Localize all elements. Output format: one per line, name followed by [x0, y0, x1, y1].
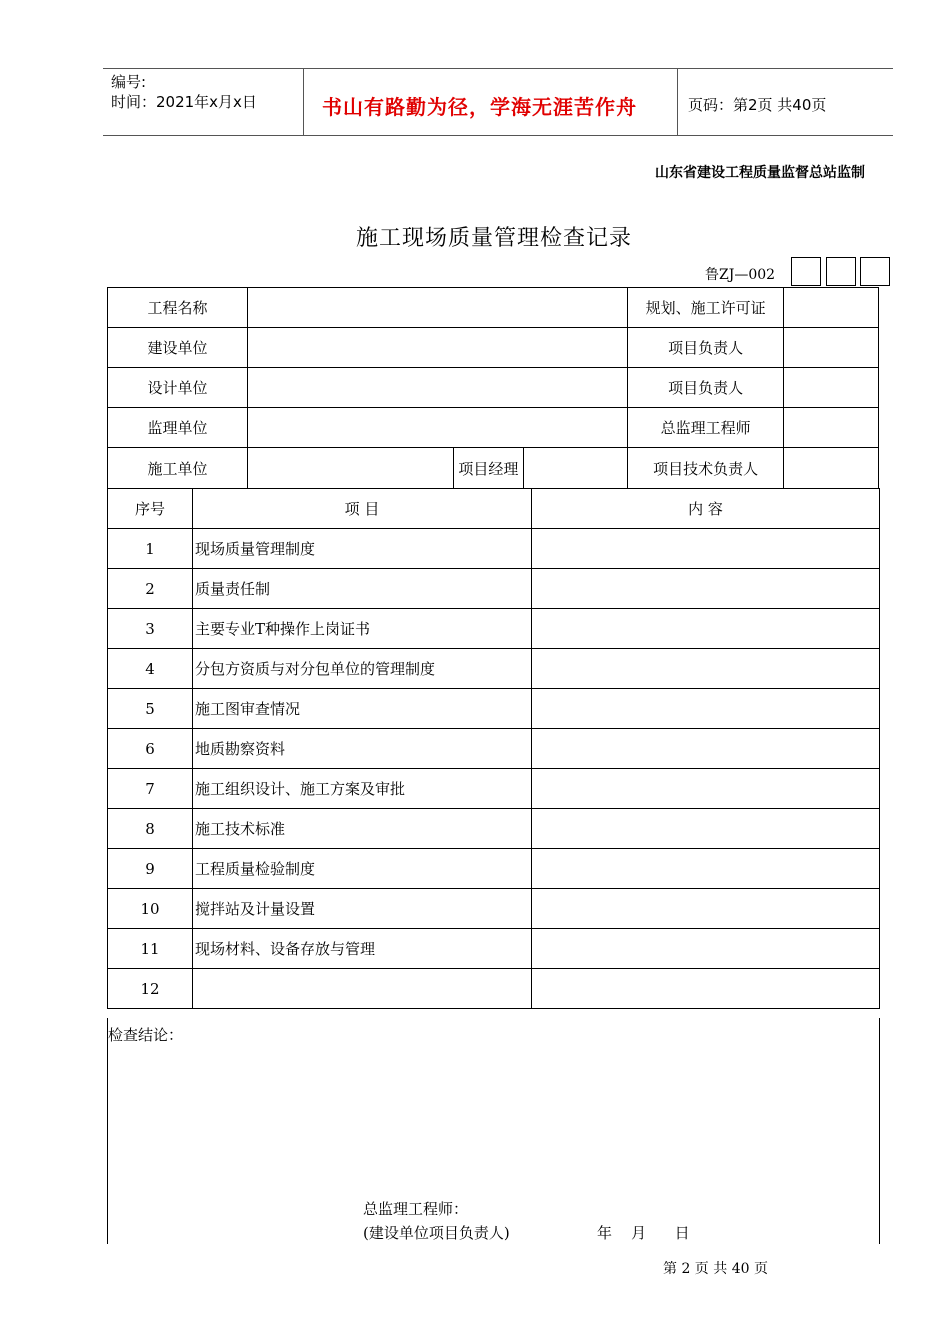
- row-number: 5: [108, 689, 193, 729]
- row-number: 11: [108, 929, 193, 969]
- project-name-label: 工程名称: [108, 288, 248, 328]
- project-info-table: [107, 287, 879, 489]
- row-number: 12: [108, 969, 193, 1009]
- content-header: 内 容: [532, 489, 880, 529]
- header-divider: [677, 69, 678, 135]
- signer-alt-label: (建设单位项目负责人): [363, 1224, 510, 1242]
- table-row: [108, 729, 880, 769]
- row-content[interactable]: [532, 769, 880, 809]
- permit-field[interactable]: [783, 288, 878, 328]
- row-item: 施工图审查情况: [193, 689, 532, 729]
- table-row: [108, 929, 880, 969]
- row-item: 质量责任制: [193, 569, 532, 609]
- row-number: 7: [108, 769, 193, 809]
- row-content[interactable]: [532, 689, 880, 729]
- tech-lead-field[interactable]: [783, 448, 878, 489]
- table-row: [108, 649, 880, 689]
- row-item[interactable]: [193, 969, 532, 1009]
- item-header: 项 目: [193, 489, 532, 529]
- check-items-table: [107, 488, 880, 1009]
- supervisor-field[interactable]: [248, 408, 628, 448]
- row-content[interactable]: [532, 569, 880, 609]
- table-row: [108, 809, 880, 849]
- signer-label: 总监理工程师：: [363, 1200, 469, 1218]
- table-row: [108, 969, 880, 1009]
- row-content[interactable]: [532, 849, 880, 889]
- table-row: [108, 889, 880, 929]
- constructor-label: 施工单位: [108, 448, 248, 489]
- seq-header: 序号: [108, 489, 193, 529]
- chief-supervisor-label: 总监理工程师: [628, 408, 783, 448]
- header-page-info: 页码：第2页 共40页: [688, 96, 827, 114]
- row-content[interactable]: [532, 729, 880, 769]
- row-item: 地质勘察资料: [193, 729, 532, 769]
- page-footer: 第 2 页 共 40 页: [663, 1261, 768, 1277]
- row-content[interactable]: [532, 609, 880, 649]
- designer-label: 设计单位: [108, 368, 248, 408]
- row-number: 6: [108, 729, 193, 769]
- project-manager-field[interactable]: [524, 448, 628, 489]
- sign-date: 年 月 日: [597, 1224, 690, 1242]
- header-bottom-rule: [103, 135, 893, 136]
- row-item: 施工组织设计、施工方案及审批: [193, 769, 532, 809]
- row-number: 1: [108, 529, 193, 569]
- row-content[interactable]: [532, 809, 880, 849]
- chief-supervisor-field[interactable]: [783, 408, 878, 448]
- table-row: [108, 569, 880, 609]
- table-row: [108, 529, 880, 569]
- row-item: 主要专业T种操作上岗证书: [193, 609, 532, 649]
- page-title: 施工现场质量管理检查记录: [356, 226, 633, 251]
- designer-lead-label: 项目负责人: [628, 368, 783, 408]
- document-time: 时间：2021年x月x日: [111, 93, 257, 111]
- row-number: 3: [108, 609, 193, 649]
- table-row: [108, 609, 880, 649]
- row-item: 现场材料、设备存放与管理: [193, 929, 532, 969]
- conclusion-label: 检查结论：: [108, 1026, 184, 1044]
- code-box[interactable]: [860, 257, 890, 286]
- row-content[interactable]: [532, 969, 880, 1009]
- code-box[interactable]: [826, 257, 856, 286]
- supervisor-label: 监理单位: [108, 408, 248, 448]
- designer-field[interactable]: [248, 368, 628, 408]
- row-item: 搅拌站及计量设置: [193, 889, 532, 929]
- row-item: 现场质量管理制度: [193, 529, 532, 569]
- row-content[interactable]: [532, 889, 880, 929]
- issuing-organization: 山东省建设工程质量监督总站监制: [655, 165, 865, 181]
- table-row: [108, 769, 880, 809]
- tech-lead-label: 项目技术负责人: [628, 448, 783, 489]
- builder-field[interactable]: [248, 328, 628, 368]
- builder-lead-field[interactable]: [783, 328, 878, 368]
- row-number: 2: [108, 569, 193, 609]
- row-item: 工程质量检验制度: [193, 849, 532, 889]
- row-content[interactable]: [532, 649, 880, 689]
- header-top-rule: [103, 68, 893, 69]
- row-number: 8: [108, 809, 193, 849]
- form-code: 鲁ZJ—002: [705, 267, 776, 283]
- code-box[interactable]: [791, 257, 821, 286]
- builder-lead-label: 项目负责人: [628, 328, 783, 368]
- table-row: [108, 849, 880, 889]
- header-motto: 书山有路勤为径，学海无涯苦作舟: [322, 95, 637, 119]
- constructor-field[interactable]: [248, 448, 454, 489]
- builder-label: 建设单位: [108, 328, 248, 368]
- row-content[interactable]: [532, 929, 880, 969]
- permit-label: 规划、施工许可证: [628, 288, 783, 328]
- conclusion-area[interactable]: [107, 1018, 880, 1244]
- row-number: 9: [108, 849, 193, 889]
- document-number-label: 编号:: [111, 73, 147, 91]
- project-manager-label: 项目经理: [453, 448, 524, 489]
- table-row: [108, 689, 880, 729]
- row-number: 10: [108, 889, 193, 929]
- row-number: 4: [108, 649, 193, 689]
- row-item: 施工技术标准: [193, 809, 532, 849]
- header-divider: [303, 69, 304, 135]
- row-content[interactable]: [532, 529, 880, 569]
- designer-lead-field[interactable]: [783, 368, 878, 408]
- project-name-field[interactable]: [248, 288, 628, 328]
- row-item: 分包方资质与对分包单位的管理制度: [193, 649, 532, 689]
